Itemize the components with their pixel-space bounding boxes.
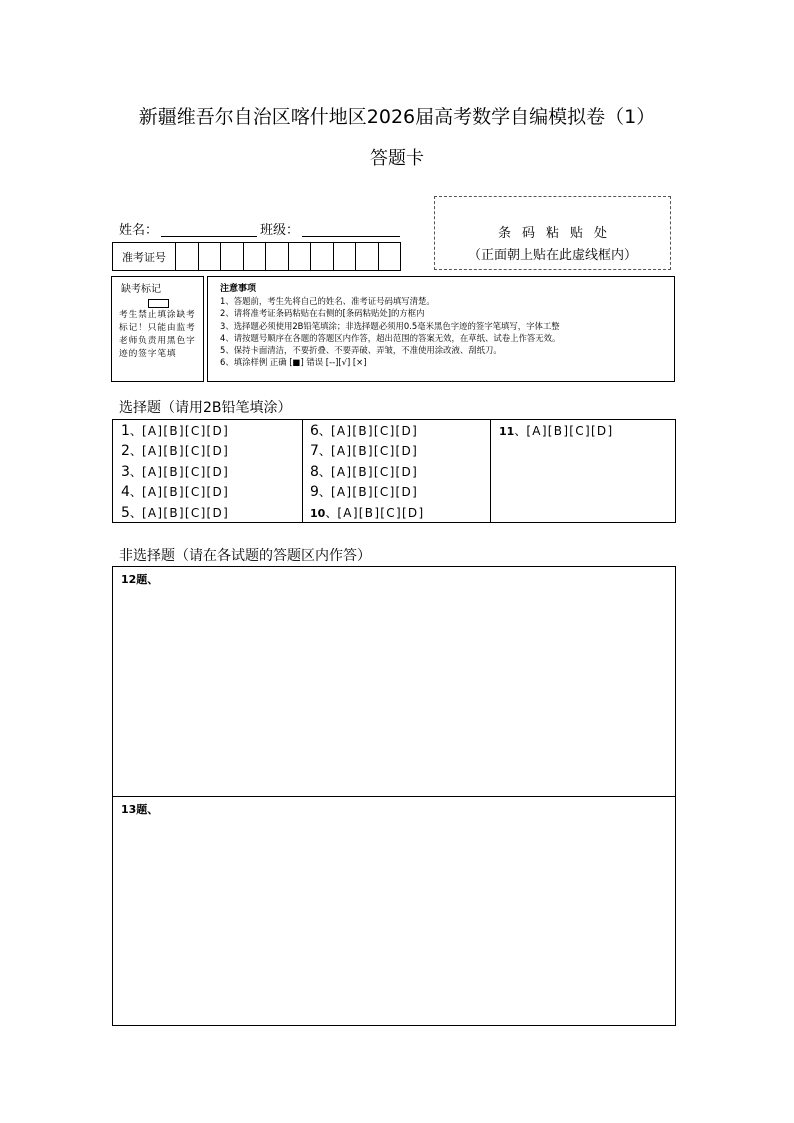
choice-answer-table xyxy=(112,419,676,523)
notice-line: 5、保持卡面清洁，不要折叠、不要弄破、弄皱，不准使用涂改液、刮纸刀。 xyxy=(220,345,502,356)
question-number: 1 xyxy=(121,423,130,439)
absent-mark-checkbox[interactable] xyxy=(148,299,169,308)
question-separator: 、 xyxy=(129,506,142,520)
choice-column xyxy=(113,420,303,522)
answer-options[interactable]: [A][B][C][D] xyxy=(141,465,230,479)
answer-area-q12[interactable] xyxy=(112,566,676,797)
name-field[interactable] xyxy=(161,236,257,237)
absent-mark-note: 考生禁止填涂缺考标记！只能由监考老师负责用黑色字迹的签字笔填 xyxy=(119,310,196,359)
choice-column xyxy=(491,420,675,522)
absent-mark-box xyxy=(111,276,204,382)
exam-number-cell[interactable] xyxy=(311,243,334,270)
choice-question-4 xyxy=(121,483,229,501)
answer-options[interactable]: [A][B][C][D] xyxy=(141,506,230,520)
question-separator: 、 xyxy=(129,485,142,499)
answer-options[interactable]: [A][B][C][D] xyxy=(141,444,230,458)
question-separator: 、 xyxy=(514,424,527,438)
answer-options[interactable]: [A][B][C][D] xyxy=(330,444,419,458)
answer-options[interactable]: [A][B][C][D] xyxy=(330,485,419,499)
page-title: 新疆维吾尔自治区喀什地区2026届高考数学自编模拟卷（1） xyxy=(138,106,656,128)
notice-title: 注意事项 xyxy=(220,284,257,294)
question-number: 6 xyxy=(310,423,319,439)
notice-line: 4、请按题号顺序在各题的答题区内作答，超出范围的答案无效，在草纸、试卷上作答无效。 xyxy=(220,332,561,343)
answer-options[interactable]: [A][B][C][D] xyxy=(337,506,425,520)
exam-number-cell[interactable] xyxy=(199,243,222,270)
page-subtitle: 答题卡 xyxy=(370,148,424,169)
class-label: 班级： xyxy=(260,223,300,238)
question-separator: 、 xyxy=(318,485,331,499)
exam-number-cell[interactable] xyxy=(356,243,379,270)
question-number: 10 xyxy=(310,507,326,520)
answer-label-q13: 13题、 xyxy=(121,803,159,816)
choice-question-5 xyxy=(121,504,229,522)
notice-line: 3、选择题必须使用2B铅笔填涂；非选择题必须用0.5毫米黑色字迹的签字笔填写，字体工整 xyxy=(220,320,560,331)
question-number: 2 xyxy=(121,443,130,459)
question-separator: 、 xyxy=(129,424,142,438)
barcode-note: （正面朝上贴在此虚线框内） xyxy=(467,248,637,263)
choice-question-9 xyxy=(310,483,418,501)
question-separator: 、 xyxy=(318,444,331,458)
answer-options[interactable]: [A][B][C][D] xyxy=(526,424,614,438)
barcode-title: 条码粘贴处 xyxy=(497,226,618,241)
nonchoice-heading: 非选择题（请在各试题的答题区内作答） xyxy=(119,548,371,564)
choice-question-2 xyxy=(121,442,229,460)
exam-number-cell[interactable] xyxy=(334,243,357,270)
question-number: 8 xyxy=(310,464,319,480)
answer-options[interactable]: [A][B][C][D] xyxy=(330,424,419,438)
choice-question-8 xyxy=(310,463,418,481)
exam-number-cell[interactable] xyxy=(221,243,244,270)
answer-options[interactable]: [A][B][C][D] xyxy=(141,424,230,438)
notice-line: 2、请将准考证条码粘贴在右侧的[条码粘贴处]的方框内 xyxy=(220,308,425,319)
choice-question-3 xyxy=(121,463,229,481)
question-number: 3 xyxy=(121,464,130,480)
barcode-area xyxy=(434,196,671,270)
notice-line: 6、填涂样例 正确 [■] 错误 [--][√] [×] xyxy=(220,357,367,368)
choice-question-10 xyxy=(310,504,424,523)
question-number: 5 xyxy=(121,505,130,521)
exam-number-cells xyxy=(176,243,400,270)
exam-number-box xyxy=(112,242,401,271)
question-number: 7 xyxy=(310,443,319,459)
answer-options[interactable]: [A][B][C][D] xyxy=(330,465,419,479)
question-separator: 、 xyxy=(129,465,142,479)
name-label: 姓名： xyxy=(119,223,159,238)
question-separator: 、 xyxy=(318,424,331,438)
absent-mark-title: 缺考标记 xyxy=(121,284,161,295)
question-separator: 、 xyxy=(318,465,331,479)
choice-question-7 xyxy=(310,442,418,460)
answer-label-q12: 12题、 xyxy=(121,573,159,586)
choice-question-1 xyxy=(121,422,229,440)
choice-column xyxy=(302,420,491,522)
choice-heading: 选择题（请用2B铅笔填涂） xyxy=(119,400,292,416)
question-number: 11 xyxy=(499,425,515,438)
exam-number-label: 准考证号 xyxy=(113,243,176,270)
class-field[interactable] xyxy=(302,236,400,237)
exam-number-cell[interactable] xyxy=(266,243,289,270)
question-number: 9 xyxy=(310,484,319,500)
exam-number-cell[interactable] xyxy=(176,243,199,270)
exam-number-cell[interactable] xyxy=(379,243,401,270)
choice-question-11 xyxy=(499,422,613,441)
exam-number-cell[interactable] xyxy=(244,243,267,270)
choice-question-6 xyxy=(310,422,418,440)
answer-options[interactable]: [A][B][C][D] xyxy=(141,485,230,499)
exam-number-cell[interactable] xyxy=(289,243,312,270)
question-number: 4 xyxy=(121,484,130,500)
question-separator: 、 xyxy=(325,506,338,520)
notice-box xyxy=(207,276,675,382)
answer-area-q13[interactable] xyxy=(112,796,676,1026)
notice-line: 1、答题前，考生先将自己的姓名、准考证号码填写清楚。 xyxy=(220,296,435,306)
question-separator: 、 xyxy=(129,444,142,458)
